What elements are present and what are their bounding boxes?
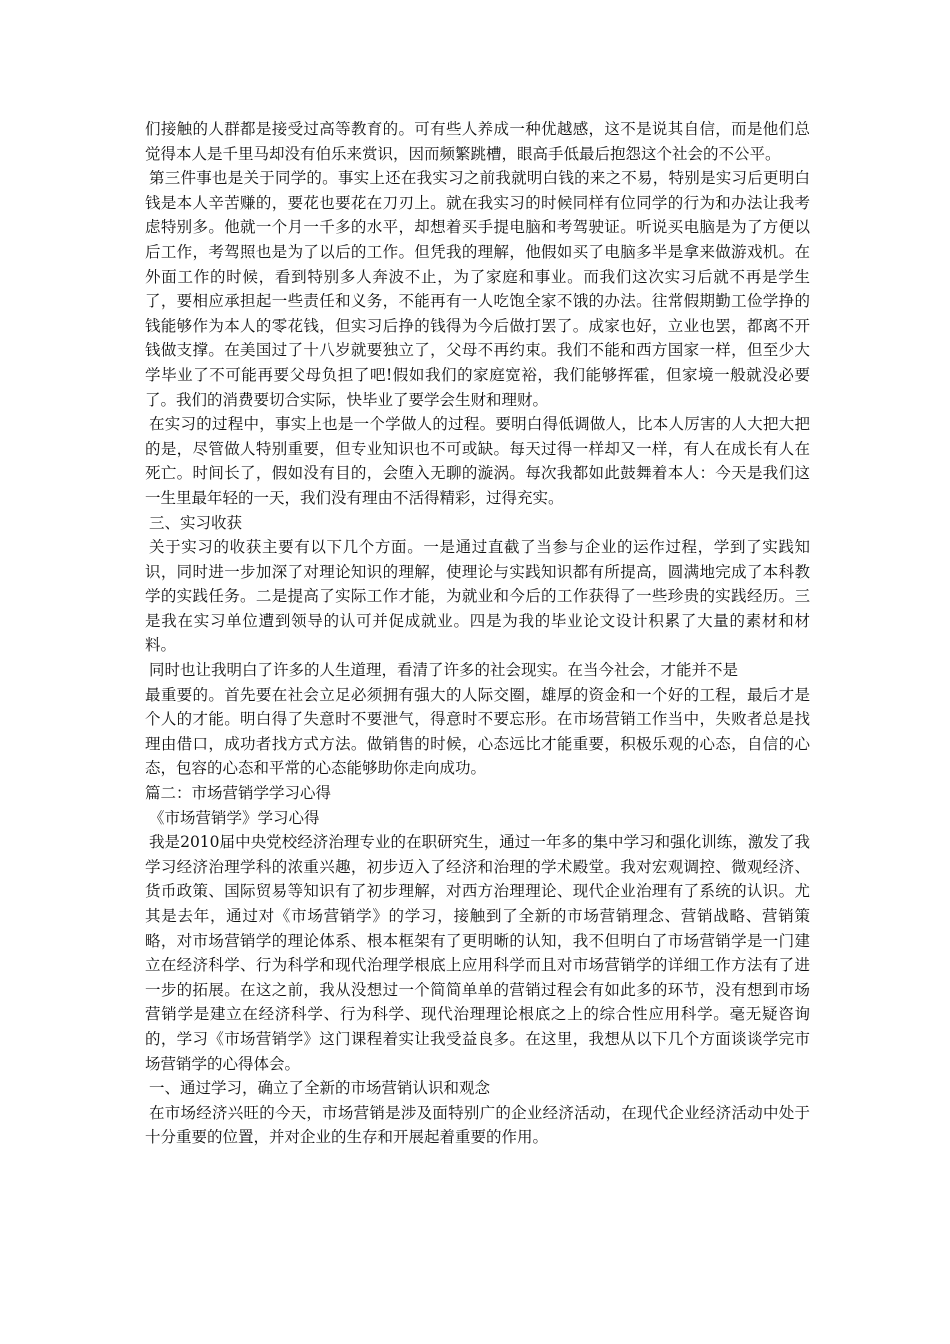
article-two-title: 篇二：市场营销学学习心得 — [145, 784, 332, 803]
paragraph-market-economy: 在市场经济兴旺的今天，市场营销是涉及面特别广的企业经济活动，在现代企业经济活动中处于十分重要的位置，并对企业的生存和开展起着重要的作用。 — [145, 1103, 810, 1147]
paragraph-life-lessons-rest: 最重要的。首先要在社会立足必须拥有强大的人际交圈，雄厚的资金和一个好的工程，最后才是个人的才能。明白得了失意时不要泄气，得意时不要忘形。在市场营销工作当中，失败者总是找理由借口，成功者找方式方法。做销售的时候，心态远比才能重要，积极乐观的心态，自信的心态，包容的心态和平常的心态能够助你走向成功。 — [145, 685, 810, 778]
paragraph-third-matter: 第三件事也是关于同学的。事实上还在我实习之前我就明白钱的来之不易，特别是实习后更明白钱是本人辛苦赚的，要花也要花在刀刃上。就在我实习的时候同样有位同学的行为和办法让我考虑特别多。他就一个月一千多的水平，却想着买手提电脑和考驾驶证。听说买电脑是为了方便以后工作，考驾照也是为了以后的工作。但凭我的理解，他假如买了电脑多半是拿来做游戏机。在外面工作的时候，看到特别多人奔波不止，为了家庭和事业。而我们这次实习后就不再是学生了，要相应承担起一些责任和义务，不能再有一人吃饱全家不饿的办法。往常假期勤工俭学挣的钱能够作为本人的零花钱，但实习后挣的钱得为今后做打罢了。成家也好，立业也罢，都离不开钱做支撑。在美国过了十八岁就要独立了，父母不再约束。我们不能和西方国家一样，但至少大学毕业了不可能再要父母负担了吧!假如我们的家庭宽裕，我们能够挥霍，但家境一般就没必要了。我们的消费要切合实际，快毕业了要学会生财和理财。 — [145, 169, 810, 409]
section-heading-internship-gains: 三、实习收获 — [149, 513, 243, 532]
paragraph-life-lessons-start: 同时也让我明白了许多的人生道理，看清了许多的社会现实。在当今社会，才能并不是 — [149, 661, 739, 680]
section-heading-new-marketing-concept: 一、通过学习，确立了全新的市场营销认识和观念 — [149, 1079, 491, 1098]
paragraph-internship-gains: 关于实习的收获主要有以下几个方面。一是通过直截了当参与企业的运作过程，学到了实践知识，同时进一步加深了对理论知识的理解，使理论与实践知识都有所提高，圆满地完成了本科教学的实践任务。二是提高了实际工作才能，为就业和今后的工作获得了一些珍贵的实践经历。三是我在实习单位遭到领导的认可并促成就业。四是为我的毕业论文设计积累了大量的素材和材料。 — [145, 538, 810, 655]
paragraph-graduate-intro: 我是2010届中央党校经济治理专业的在职研究生，通过一年多的集中学习和强化训练，激发了我学习经济治理学科的浓重兴趣，初步迈入了经济和治理的学术殿堂。我对宏观调控、微观经济、货币政策、国际贸易等知识有了初步理解，对西方治理理论、现代企业治理有了系统的认识。尤其是去年，通过对《市场营销学》的学习，接触到了全新的市场营销理念、营销战略、营销策略，对市场营销学的理论体系、根本框架有了更明晰的认知，我不但明白了市场营销学是一门建立在经济科学、行为科学和现代治理学根底上应用科学而且对市场营销学的详细工作方法有了进一步的拓展。在这之前，我从没想过一个简简单单的营销过程会有如此多的环节，没有想到市场营销学是建立在经济科学、行为科学、现代治理理论根底之上的综合性应用科学。毫无疑咨询的，学习《市场营销学》这门课程着实让我受益良多。在这里，我想从以下几个方面谈谈学完市场营销学的心得体会。 — [145, 833, 810, 1073]
document-page — [145, 117, 810, 1150]
paragraph-continuation: 们接触的人群都是接受过高等教育的。可有些人养成一种优越感，这不是说其自信，而是他们总觉得本人是千里马却没有伯乐来赏识，因而频繁跳槽，眼高手低最后抱怨这个社会的不公平。 — [145, 120, 810, 163]
article-two-subtitle: 《市场营销学》学习心得 — [149, 808, 320, 827]
paragraph-learning-to-be-human: 在实习的过程中，事实上也是一个学做人的过程。要明白得低调做人，比本人厉害的人大把大把的是，尽管做人特别重要，但专业知识也不可或缺。每天过得一样却又一样，有人在成长有人在死亡。时间长了，假如没有目的，会堕入无聊的漩涡。每次我都如此鼓舞着本人：今天是我们这一生里最年轻的一天，我们没有理由不活得精彩，过得充实。 — [145, 415, 810, 507]
